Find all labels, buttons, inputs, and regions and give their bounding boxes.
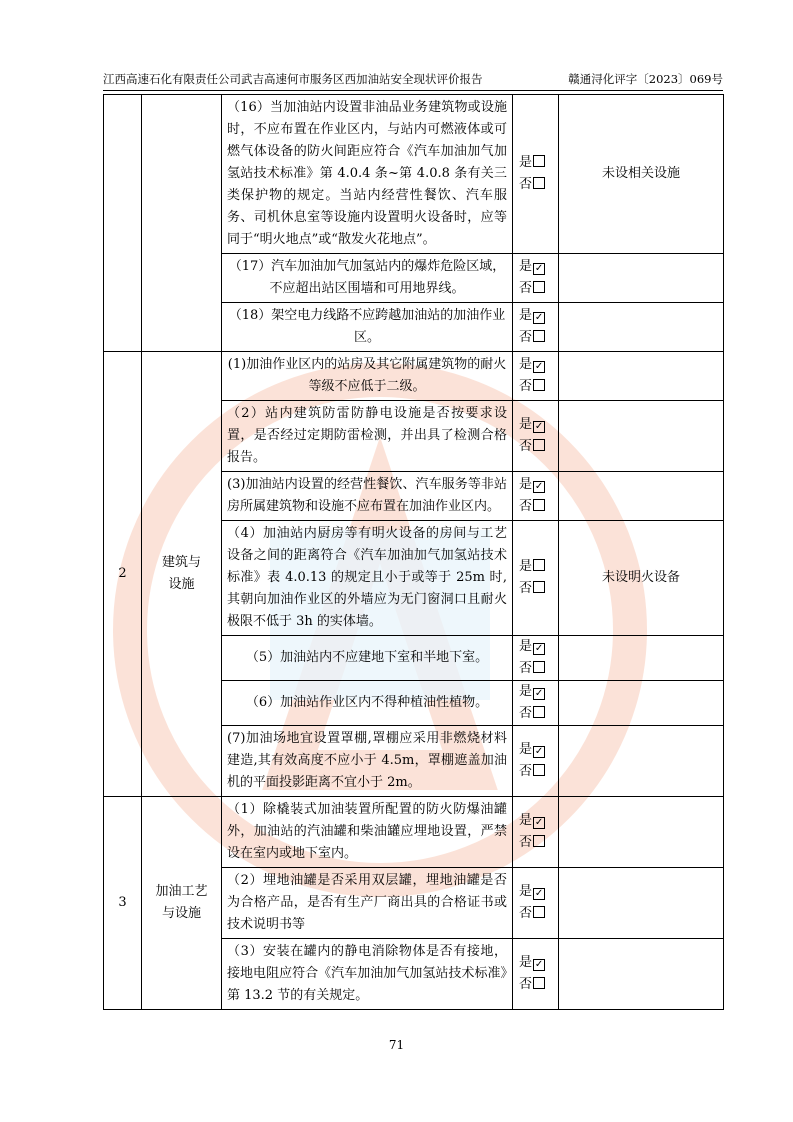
check-cell [513,681,559,726]
checkbox-icon[interactable] [533,330,545,342]
check-cell [513,303,559,352]
checkbox-icon[interactable] [533,559,545,571]
inspection-table [103,94,724,1010]
checkbox-icon[interactable] [533,155,545,167]
requirement-text: （6）加油站作业区内不得种植油性植物。 [222,681,513,726]
no-option[interactable] [519,903,558,925]
section-number: 3 [104,797,142,1010]
yes-label: 是 [519,417,533,432]
no-option[interactable] [519,496,558,518]
yes-option[interactable] [519,739,558,761]
remark-cell [559,939,724,1010]
remark-cell [559,352,724,401]
requirement-text: （3）安装在罐内的静电消除物体是否有接地，接地电阻应符合《汽车加油加气加氢站技术标准》第 13.2 节的有关规定。 [222,939,513,1010]
yes-option[interactable] [519,414,558,436]
no-option[interactable] [519,761,558,783]
no-label: 否 [519,439,533,454]
no-option[interactable] [519,974,558,996]
table-row [104,352,724,401]
yes-label: 是 [519,308,533,323]
no-label: 否 [519,764,533,779]
no-label: 否 [519,706,533,721]
no-label: 否 [519,977,533,992]
no-label: 否 [519,581,533,596]
remark-cell [559,636,724,681]
remark-cell: 未设明火设备 [559,521,724,636]
no-option[interactable] [519,278,558,300]
remark-cell [559,797,724,868]
no-label: 否 [519,281,533,296]
yes-label: 是 [519,684,533,699]
yes-label: 是 [519,559,533,574]
yes-label: 是 [519,742,533,757]
no-label: 否 [519,499,533,514]
remark-cell: 未设相关设施 [559,95,724,254]
yes-option[interactable] [519,152,558,174]
checked-box-icon[interactable]: ✓ [534,817,544,828]
no-option[interactable] [519,703,558,725]
check-cell [513,95,559,254]
remark-cell [559,681,724,726]
checked-box-icon[interactable]: ✓ [534,688,544,699]
remark-cell [559,303,724,352]
check-cell [513,521,559,636]
checkbox-icon[interactable] [533,906,545,918]
check-cell [513,254,559,303]
no-option[interactable] [519,832,558,854]
no-option[interactable] [519,174,558,196]
checked-box-icon[interactable]: ✓ [534,263,544,274]
report-number: 赣通浔化评字〔2023〕069号 [568,72,723,86]
checkbox-icon[interactable] [533,835,545,847]
yes-option[interactable] [519,952,558,974]
section-category: 加油工艺与设施 [142,797,222,1010]
requirement-text: (7)加油场地宜设置罩棚,罩棚应采用非燃烧材料建造,其有效高度不应小于 4.5m，罩棚遮盖加油机的平面投影距离不宜小于 2m。 [222,726,513,797]
no-label: 否 [519,330,533,345]
yes-option[interactable] [519,474,558,496]
no-option[interactable] [519,658,558,680]
checkbox-icon[interactable] [533,281,545,293]
checkbox-icon[interactable] [533,764,545,776]
yes-option[interactable] [519,354,558,376]
table-row [104,797,724,868]
page-number: 71 [388,1038,405,1052]
remark-cell [559,401,724,472]
checked-box-icon[interactable]: ✓ [534,959,544,970]
no-option[interactable] [519,436,558,458]
yes-option[interactable] [519,681,558,703]
check-cell [513,797,559,868]
yes-label: 是 [519,639,533,654]
yes-label: 是 [519,259,533,274]
checkbox-icon[interactable] [533,706,545,718]
remark-cell [559,472,724,521]
yes-option[interactable] [519,556,558,578]
no-label: 否 [519,661,533,676]
report-title: 江西高速石化有限责任公司武吉高速何市服务区西加油站安全现状评价报告 [103,72,483,86]
checked-box-icon[interactable]: ✓ [534,481,544,492]
checkbox-icon[interactable] [533,977,545,989]
yes-option[interactable] [519,636,558,658]
checked-box-icon[interactable]: ✓ [534,312,544,323]
check-cell [513,939,559,1010]
yes-label: 是 [519,813,533,828]
checkbox-icon[interactable] [533,661,545,673]
requirement-text: （5）加油站内不应建地下室和半地下室。 [222,636,513,681]
yes-option[interactable] [519,256,558,278]
requirement-text: （4）加油站内厨房等有明火设备的房间与工艺设备之间的距离符合《汽车加油加气加氢站技术标准》表 4.0.13 的规定且小于或等于 25m 时,其朝向加油作业区的外墙应为无门窗洞口且耐火极限不低于 3h 的实体墙。 [222,521,513,636]
section-category [142,95,222,352]
no-label: 否 [519,906,533,921]
yes-label: 是 [519,955,533,970]
requirement-text: （2）站内建筑防雷防静电设施是否按要求设置，是否经过定期防雷检测，并出具了检测合格报告。 [222,401,513,472]
no-option[interactable] [519,327,558,349]
checked-box-icon[interactable]: ✓ [534,643,544,654]
no-label: 否 [519,379,533,394]
checked-box-icon[interactable]: ✓ [534,361,544,372]
no-option[interactable] [519,578,558,600]
remark-cell [559,254,724,303]
check-cell [513,636,559,681]
requirement-text: （17）汽车加油加气加氢站内的爆炸危险区域，不应超出站区围墙和可用地界线。 [222,254,513,303]
section-number: 2 [104,352,142,797]
checkbox-icon[interactable] [533,379,545,391]
requirement-text: （16）当加油站内设置非油品业务建筑物或设施时，不应布置在作业区内，与站内可燃液体或可燃气体设备的防火间距应符合《汽车加油加气加氢站技术标准》第 4.0.4 条~第 4.0.8 条有关三类保护物的规定。当站内经营性餐饮、汽车服务、司机休息室等设施内设置明火设备时，应等同于“明火地点”或“散发火花地点”。 [222,95,513,254]
check-cell [513,352,559,401]
header-rule [103,90,723,91]
no-label: 否 [519,177,533,192]
checked-box-icon[interactable]: ✓ [534,746,544,757]
check-cell [513,401,559,472]
requirement-text: （1）除橇装式加油装置所配置的防火防爆油罐外，加油站的汽油罐和柴油罐应埋地设置，严禁设在室内或地下室内。 [222,797,513,868]
requirement-text: (3)加油站内设置的经营性餐饮、汽车服务等非站房所属建筑物和设施不应布置在加油作业区内。 [222,472,513,521]
section-number [104,95,142,352]
check-cell [513,726,559,797]
page-header [103,69,723,87]
table-row [104,95,724,254]
checked-box-icon[interactable]: ✓ [534,888,544,899]
checkbox-icon[interactable] [533,439,545,451]
yes-option[interactable] [519,810,558,832]
requirement-text: (1)加油作业区内的站房及其它附属建筑物的耐火等级不应低于二级。 [222,352,513,401]
requirement-text: （18）架空电力线路不应跨越加油站的加油作业区。 [222,303,513,352]
yes-option[interactable] [519,881,558,903]
section-category: 建筑与设施 [142,352,222,797]
checked-box-icon[interactable]: ✓ [534,421,544,432]
remark-cell [559,726,724,797]
yes-option[interactable] [519,305,558,327]
yes-label: 是 [519,155,533,170]
check-cell [513,472,559,521]
checkbox-icon[interactable] [533,581,545,593]
checkbox-icon[interactable] [533,499,545,511]
yes-label: 是 [519,477,533,492]
checkbox-icon[interactable] [533,177,545,189]
yes-label: 是 [519,357,533,372]
yes-label: 是 [519,884,533,899]
no-option[interactable] [519,376,558,398]
remark-cell [559,868,724,939]
requirement-text: （2）埋地油罐是否采用双层罐，埋地油罐是否为合格产品，是否有生产厂商出具的合格证书或技术说明书等 [222,868,513,939]
no-label: 否 [519,835,533,850]
check-cell [513,868,559,939]
